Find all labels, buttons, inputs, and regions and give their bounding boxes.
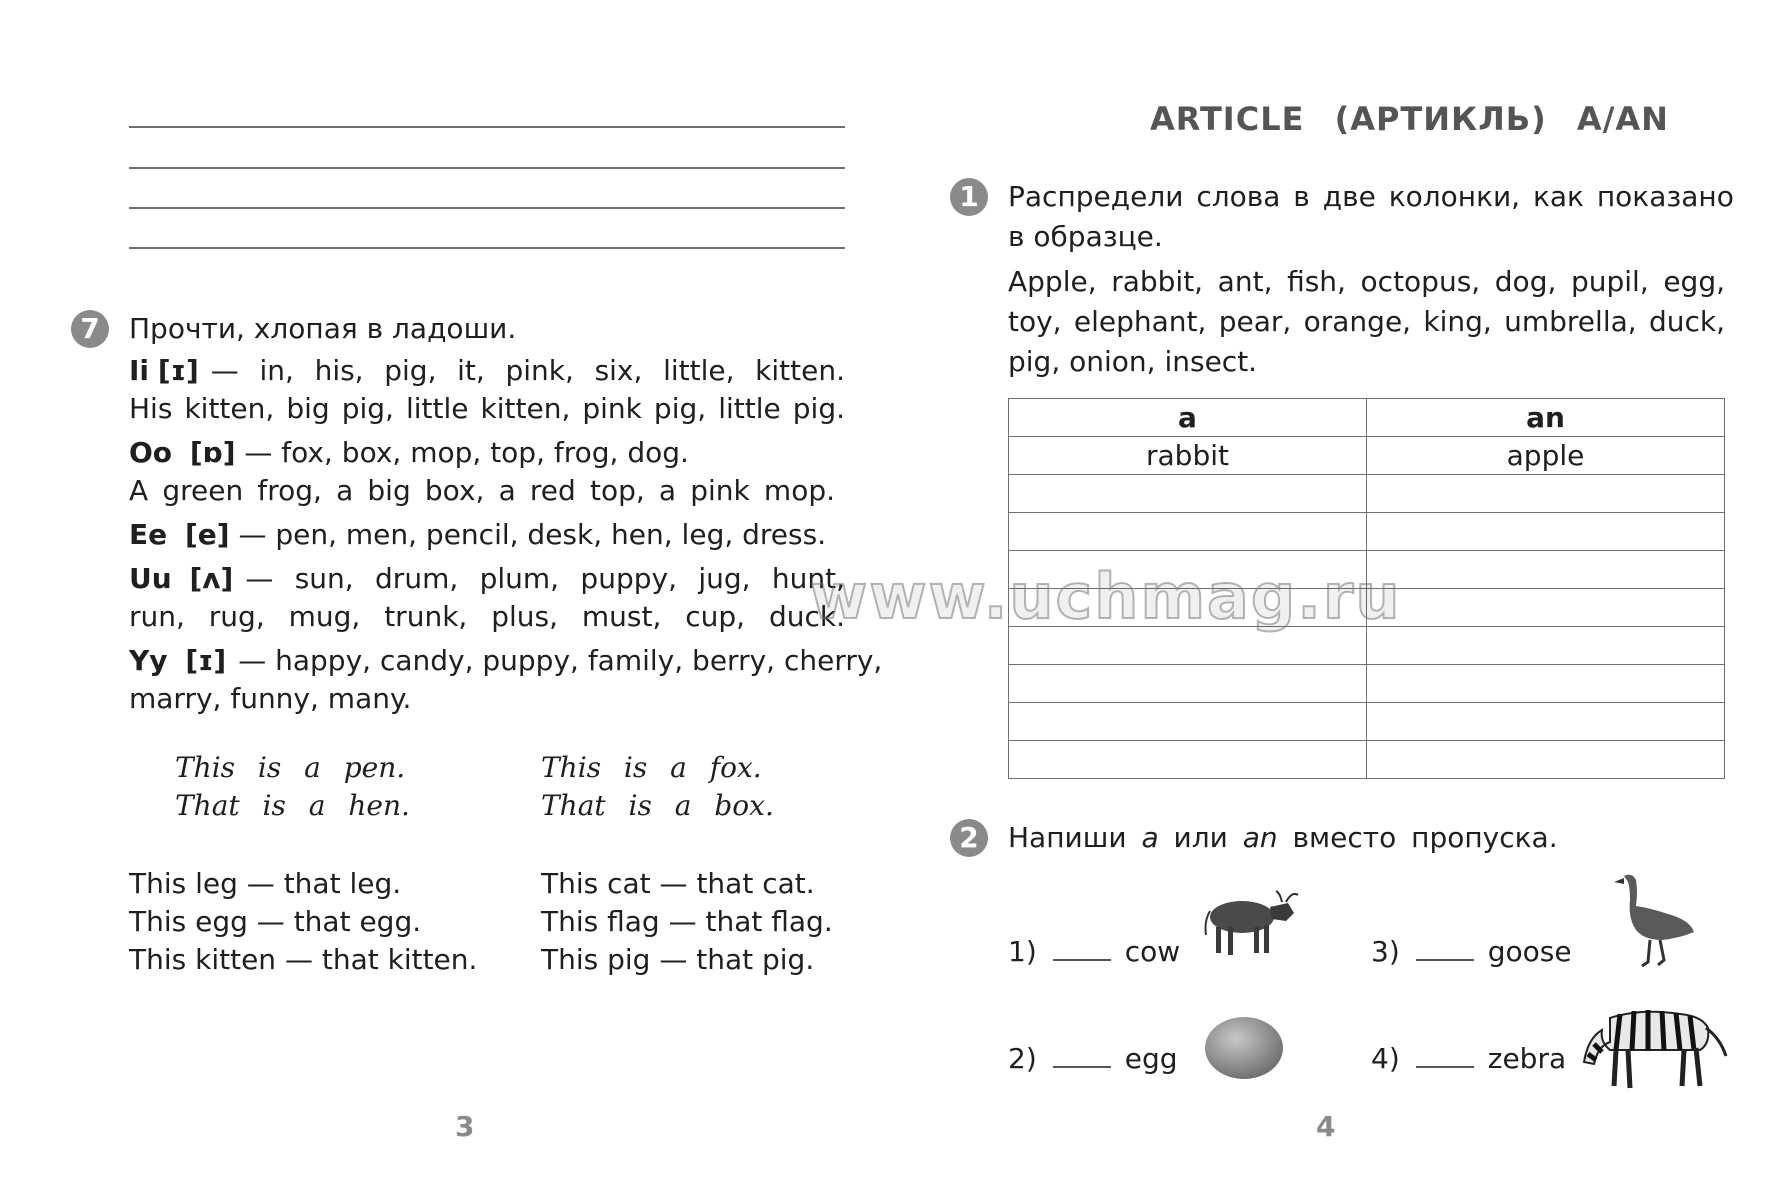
table-header-an: an (1367, 399, 1725, 437)
table-cell[interactable] (1367, 741, 1725, 779)
exercise-7-instruction: Прочти, хлопая в ладоши. (129, 312, 517, 345)
table-cell[interactable] (1009, 475, 1367, 513)
page-title: ARTICLE (АРТИКЛЬ) A/AN (1150, 100, 1669, 138)
pairs-right: This cat — that cat. This flag — that flag. This pig — that pig. (541, 867, 833, 976)
sentence-line: His kitten, big pig, little kitten, pink pig, little pig. (129, 392, 845, 425)
writing-line (129, 207, 845, 209)
pairs-left: This leg — that leg. This egg — that egg. This kitten — that kitten. (129, 867, 478, 976)
table-row (1009, 703, 1725, 741)
exercise-2-instruction: Напиши a или an вместо пропуска. (1008, 821, 1558, 854)
zebra-icon (1580, 998, 1730, 1093)
table-cell[interactable] (1009, 741, 1367, 779)
phonics-block (129, 352, 883, 718)
exercise-2-number: 2 (950, 819, 988, 857)
writing-line (129, 247, 845, 249)
sound-line-e: Ee [e] — pen, men, pencil, desk, hen, leg, dress. (129, 518, 827, 551)
sound-head: Ii [ɪ] (129, 354, 199, 387)
table-cell[interactable] (1367, 589, 1725, 627)
sentence-line: A green frog, a big box, a red top, a pink mop. (129, 474, 835, 507)
table-cell[interactable] (1009, 665, 1367, 703)
table-cell[interactable] (1367, 551, 1725, 589)
table-row (1009, 475, 1725, 513)
table-cell[interactable] (1367, 513, 1725, 551)
answer-blank[interactable] (1416, 1066, 1474, 1068)
cow-icon (1200, 885, 1300, 960)
egg-icon (1202, 1015, 1286, 1081)
goose-icon (1610, 870, 1700, 970)
table-cell: rabbit (1009, 437, 1367, 475)
page-number-right: 4 (1316, 1110, 1336, 1143)
table-row (1009, 665, 1725, 703)
exercise-7-number: 7 (71, 310, 109, 348)
table-cell[interactable] (1367, 627, 1725, 665)
sound-line-y: Yy [ɪ] — happy, candy, puppy, family, berry, cherry, (129, 644, 883, 677)
answer-blank[interactable] (1053, 1066, 1111, 1068)
rhyme-right: This is a fox. That is a box. (541, 751, 774, 822)
answer-blank[interactable] (1416, 959, 1474, 961)
writing-line (129, 126, 845, 128)
sound-line-i (129, 352, 845, 390)
exercise-1-text: Распредели слова в две колонки, как показано в образце. Apple, rabbit, ant, fish, octopus, dog, pupil, egg, toy, elephant, pear, orange, king, umbrella, duck, pig, onion, insect. (1008, 180, 1734, 378)
table-cell[interactable] (1367, 703, 1725, 741)
table-cell[interactable] (1009, 513, 1367, 551)
continuation-line: run, rug, mug, trunk, plus, must, cup, duck. (129, 600, 845, 633)
table-cell[interactable] (1367, 665, 1725, 703)
table-header-a: a (1009, 399, 1367, 437)
table-cell[interactable] (1367, 475, 1725, 513)
table-row (1009, 437, 1725, 475)
answer-blank[interactable] (1053, 959, 1111, 961)
sound-words: — in, his, pig, it, pink, six, little, kitten. (210, 354, 845, 387)
exercise-item: 3) goose (1371, 935, 1572, 968)
exercise-item: 4) zebra (1371, 1042, 1567, 1075)
writing-line (129, 167, 845, 169)
exercise-item: 2) egg (1008, 1042, 1178, 1075)
watermark: www.uchmag.ru (810, 560, 1402, 633)
page-number-left: 3 (455, 1110, 475, 1143)
exercise-item: 1) cow (1008, 935, 1181, 968)
continuation-line: marry, funny, many. (129, 682, 412, 715)
rhyme-left: This is a pen. That is a hen. (175, 751, 410, 822)
table-row (1009, 513, 1725, 551)
table-cell: apple (1367, 437, 1725, 475)
exercise-1-number: 1 (950, 178, 988, 216)
table-cell[interactable] (1009, 703, 1367, 741)
table-row (1009, 741, 1725, 779)
sound-line-o: Oo [ɒ] — fox, box, mop, top, frog, dog. (129, 436, 689, 469)
table-header-row (1009, 399, 1725, 437)
sound-line-u: Uu [ʌ] — sun, drum, plum, puppy, jug, hunt, (129, 562, 845, 595)
